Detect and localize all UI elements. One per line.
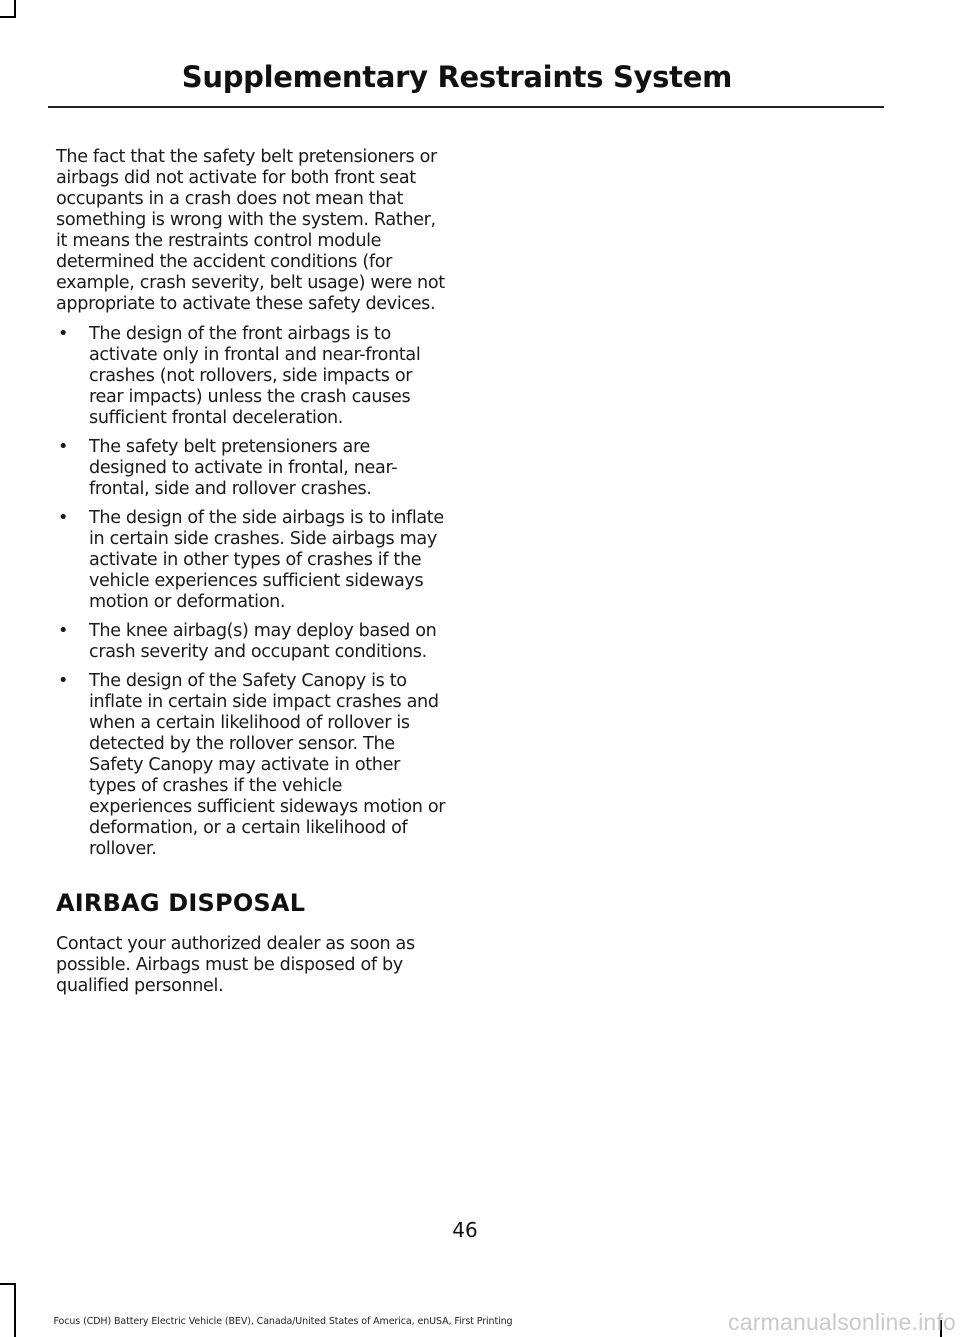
crop-mark-bottom-left (14, 1283, 16, 1337)
bullet-marker: • (58, 437, 69, 457)
section-heading: AIRBAG DISPOSAL (56, 889, 306, 917)
bullet-marker: • (58, 621, 69, 641)
bullet-marker: • (58, 508, 69, 528)
watermark: carmanualsonline.info (728, 1309, 956, 1335)
list-item (56, 324, 448, 429)
crop-mark-top-left (0, 16, 16, 18)
bullet-text: The design of the front airbags is to activate only in frontal and near-frontal crashes (not rollovers, side impacts or rear impacts) unless the crash causes sufficient frontal deceleration. (89, 324, 421, 428)
bullet-text: The design of the side airbags is to inflate in certain side crashes. Side airbags may activate in other types of crashes if the vehicle experiences sufficient sideways motion or deformation. (89, 508, 444, 612)
bullet-text: The safety belt pretensioners are designed to activate in frontal, near-frontal, side and rollover crashes. (89, 437, 398, 499)
footer-text: Focus (CDH) Battery Electric Vehicle (BEV), Canada/United States of America, enUSA, First Printing (53, 1316, 513, 1327)
page-number: 46 (452, 1218, 478, 1242)
crop-mark-bottom-left (0, 1283, 16, 1285)
section-paragraph: Contact your authorized dealer as soon as possible. Airbags must be disposed of by qualified personnel. (56, 934, 415, 996)
list-item (56, 437, 448, 500)
list-item (56, 671, 448, 860)
header-rule (48, 106, 884, 108)
bullet-list (56, 324, 448, 860)
bullet-text: The knee airbag(s) may deploy based on crash severity and occupant conditions. (89, 621, 437, 662)
bullet-marker: • (58, 324, 69, 344)
list-item (56, 508, 448, 613)
bullet-text: The design of the Safety Canopy is to inflate in certain side impact crashes and when a certain likelihood of rollover is detected by the rollover sensor. The Safety Canopy may activate in other types of crashes if the vehicle experiences sufficient sideways motion or deformation, or a certain likelihood of rollover. (89, 671, 446, 859)
main-text-column (56, 147, 448, 997)
bullet-marker: • (58, 671, 69, 691)
page-header-title: Supplementary Restraints System (181, 60, 732, 94)
intro-paragraph: The fact that the safety belt pretensioners or airbags did not activate for both front seat occupants in a crash does not mean that something is wrong with the system. Rather, it means the restraints control module determined the accident conditions (for example, crash severity, belt usage) were not appropriate to activate these safety devices. (56, 147, 445, 314)
list-item (56, 621, 448, 663)
